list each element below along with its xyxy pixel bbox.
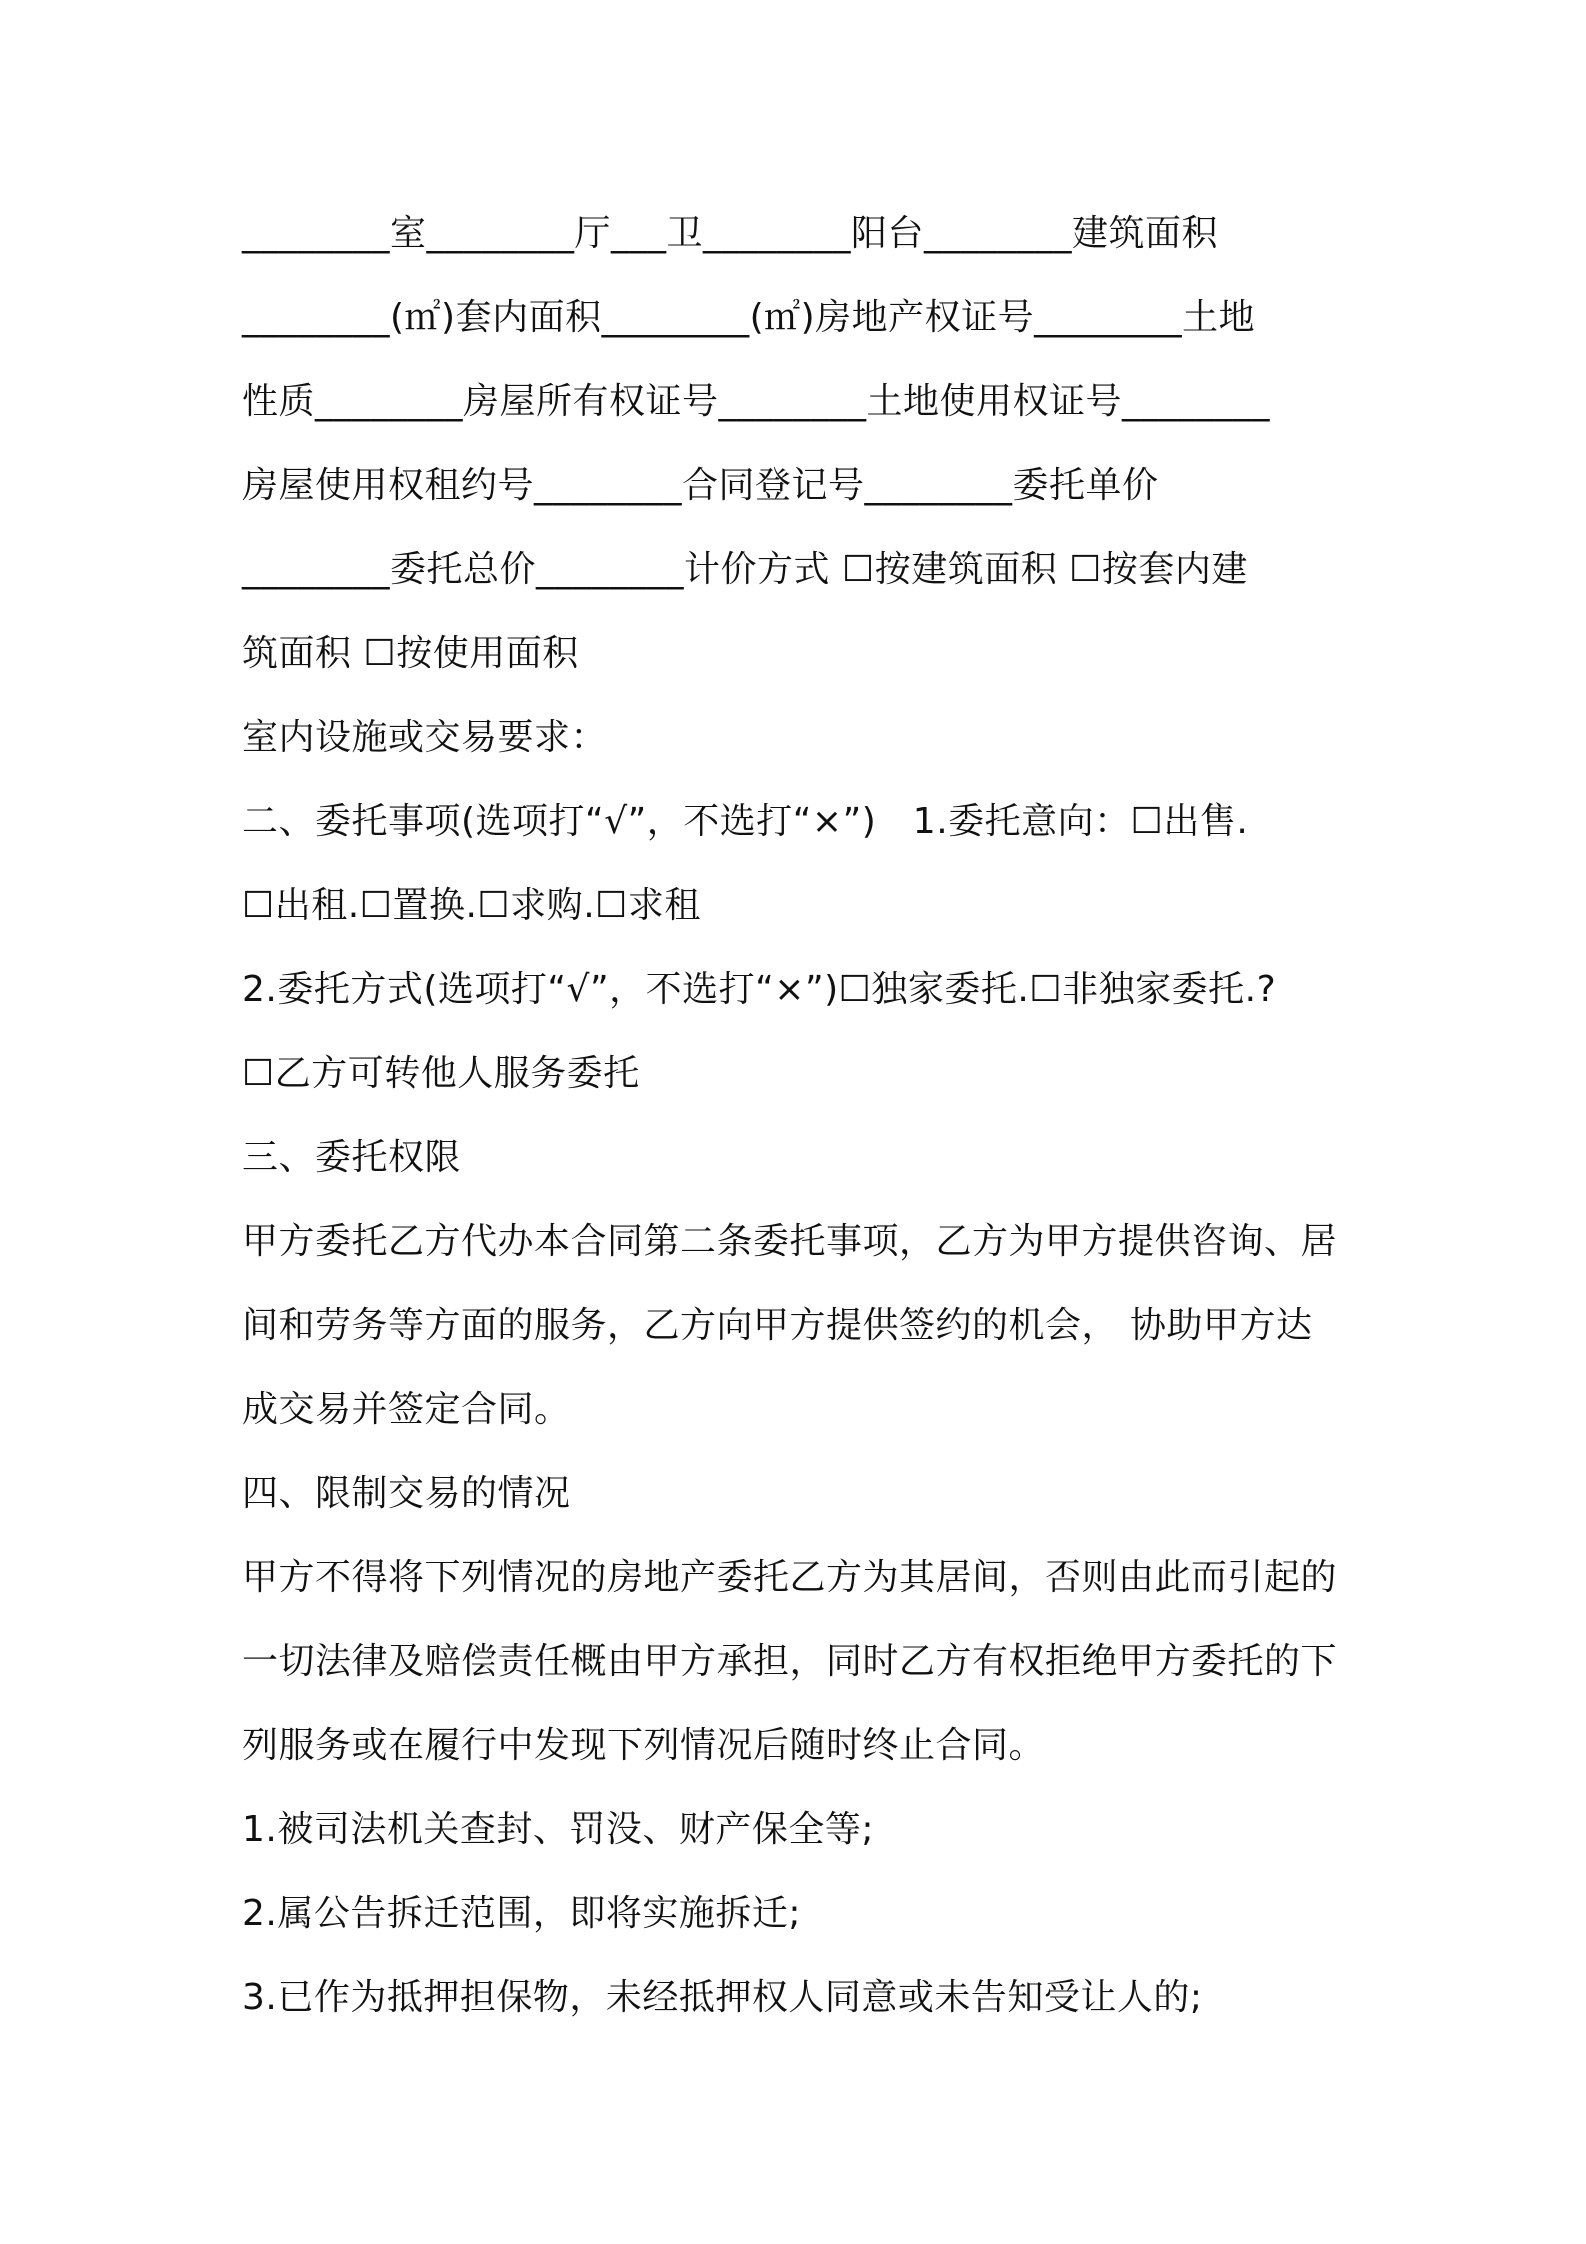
property-info-line-2: ________(㎡)套内面积________(㎡)房地产权证号________土地	[242, 297, 1256, 338]
property-info-line-1: ________室________厅___卫________阳台________建筑面积	[242, 213, 1219, 254]
document-body	[242, 192, 1362, 2040]
restriction-item-2: 2.属公告拆迁范围，即将实施拆迁;	[242, 1893, 801, 1934]
property-info-line-3: 性质________房屋所有权证号________土地使用权证号________	[242, 381, 1271, 422]
section-4-heading: 四、限制交易的情况	[242, 1473, 571, 1514]
section-4-paragraph-line-3: 列服务或在履行中发现下列情况后随时终止合同。	[242, 1725, 1046, 1766]
pricing-method-line-2: 筑面积 ☐按使用面积	[242, 633, 579, 674]
restriction-item-1: 1.被司法机关查封、罚没、财产保全等;	[242, 1809, 874, 1850]
section-4-paragraph-line-2: 一切法律及赔偿责任概由甲方承担，同时乙方有权拒绝甲方委托的下	[242, 1641, 1338, 1682]
section-2-method-option: ☐乙方可转他人服务委托	[242, 1053, 640, 1094]
section-3-paragraph-line-1: 甲方委托乙方代办本合同第二条委托事项，乙方为甲方提供咨询、居	[242, 1221, 1338, 1262]
section-4-paragraph-line-1: 甲方不得将下列情况的房地产委托乙方为其居间，否则由此而引起的	[242, 1557, 1338, 1598]
restriction-item-3: 3.已作为抵押担保物，未经抵押权人同意或未告知受让人的;	[242, 1977, 1203, 2018]
property-info-line-4: 房屋使用权租约号________合同登记号________委托单价	[242, 465, 1159, 506]
pricing-method-line-1: ________委托总价________计价方式 ☐按建筑面积 ☐按套内建	[242, 549, 1248, 590]
section-3-paragraph-line-3: 成交易并签定合同。	[242, 1389, 571, 1430]
facilities-requirements-line: 室内设施或交易要求：	[242, 717, 608, 758]
section-2-intent-options: ☐出租.☐置换.☐求购.☐求租	[242, 885, 701, 926]
section-3-heading: 三、委托权限	[242, 1137, 462, 1178]
section-2-heading: 二、委托事项(选项打“√”，不选打“×”) 1.委托意向：☐出售.	[242, 801, 1249, 842]
section-2-method-line: 2.委托方式(选项打“√”，不选打“×”)☐独家委托.☐非独家委托.?	[242, 969, 1277, 1010]
section-3-paragraph-line-2: 间和劳务等方面的服务，乙方向甲方提供签约的机会， 协助甲方达	[242, 1305, 1313, 1346]
